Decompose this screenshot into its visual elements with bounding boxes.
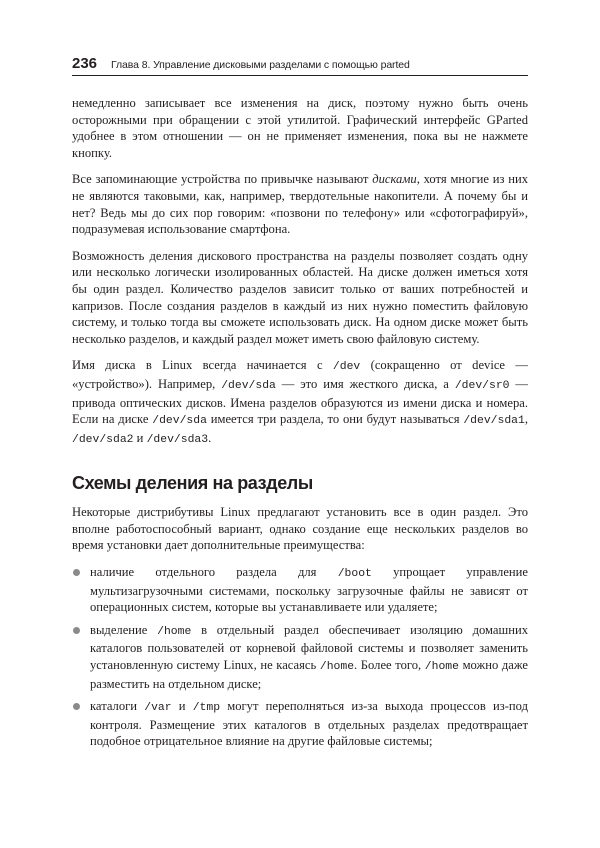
list-text: . Более того, <box>354 658 425 673</box>
paragraph-text: Имя диска в Linux всегда начинается с <box>72 358 333 373</box>
code-dev: /dev <box>332 361 361 374</box>
paragraph-partitions <box>72 248 528 348</box>
paragraph-text: . <box>208 430 212 445</box>
code-var: /var <box>144 702 172 715</box>
section-intro <box>72 504 528 554</box>
bullet-icon <box>73 627 80 634</box>
header-rule <box>72 75 528 76</box>
code-tmp: /tmp <box>192 702 221 715</box>
paragraph-text: Все запоминающие устройства по привычке называют <box>72 172 373 187</box>
bullet-icon <box>73 703 80 710</box>
list-item <box>72 564 528 616</box>
paragraph-text: , хотя многие из них не являются таковыми, как, например, твердотельные накопители. А почему бы и нет? Ведь мы до сих пор говорим: «позвони по телефону» или «сфотографируй», подразумевая использование смартфона. <box>72 172 528 237</box>
list-text: можно даже разместить на отдельном диске; <box>90 658 528 691</box>
code-home: /home <box>424 661 459 674</box>
list-text: выделение <box>90 622 158 637</box>
paragraph-text: Некоторые дистрибутивы Linux предлагают установить все в один раздел. Это вполне работоспособный вариант, однако создание еще нескольких разделов во время установки дает дополнительные преимущества: <box>72 505 528 553</box>
paragraph-text: , <box>524 412 528 427</box>
list-item <box>72 698 528 750</box>
paragraph-disks <box>72 171 528 237</box>
paragraph-text: имеется три раздела, то они будут называться <box>206 412 464 427</box>
code-dev-sr0: /dev/sr0 <box>454 379 510 392</box>
list-text: каталоги <box>90 699 145 714</box>
paragraph-text: Возможность деления дискового пространства на разделы позволяет создать одну или несколько логически изолированных областей. На диске должен иметься хотя бы один раздел. Количество разделов зависит только от ваших потребностей и капризов. После создания разделов в каждый из них нужно поместить файловую систему, и только тогда вы сможете использовать диск. На одном диске может быть несколько разделов, и каждый раздел может иметь свою файловую систему. <box>72 248 528 346</box>
code-dev-sda: /dev/sda <box>221 379 276 392</box>
emphasis-disks: дисками <box>372 172 417 187</box>
code-boot: /boot <box>337 568 372 581</box>
page-body <box>72 95 528 756</box>
list-text: упрощает управление мультизагрузочными системами, поскольку загрузочные файлы не зависят от операционных систем, которые вы устанавливаете или удаляете; <box>90 565 528 615</box>
code-dev-sda2: /dev/sda2 <box>72 433 134 446</box>
bullet-icon <box>73 569 80 576</box>
code-dev-sda3: /dev/sda3 <box>146 433 209 446</box>
code-home: /home <box>319 661 355 674</box>
paragraph-text: (сокращенно от device — «устройство»). Например, <box>72 358 528 391</box>
list-text: в отдельный раздел обеспечивает изоляцию домашних каталогов пользователей от корневой файловой системы и позволяет заменить установленную систему Linux, не касаясь <box>90 622 528 673</box>
section-heading: Схемы деления на разделы <box>72 473 313 494</box>
paragraph-device-names <box>72 357 528 448</box>
list-text: могут переполняться из-за выхода процессов из-под контроля. Размещение этих каталогов в отдельных разделах предотвращает подобное отрицательное влияние на другие файловые системы; <box>90 699 528 749</box>
code-dev-sda: /dev/sda <box>152 415 207 428</box>
list-text: и <box>171 699 193 714</box>
paragraph-gparted <box>72 95 528 161</box>
paragraph-text: и <box>133 430 147 445</box>
list-item <box>72 622 528 692</box>
page-header <box>72 52 528 72</box>
paragraph-text: немедленно записывает все изменения на диск, поэтому нужно быть очень осторожными при обращении с этой утилитой. Графический интерфейс GParted удобнее в этом отношении — он не применяет изменения, пока вы не нажмете кнопку. <box>72 96 528 160</box>
running-head: Глава 8. Управление дисковыми разделами с помощью parted <box>111 59 410 71</box>
page-number: 236 <box>72 55 98 72</box>
paragraph-text: — это имя жесткого диска, а <box>275 376 455 391</box>
code-dev-sda1: /dev/sda1 <box>463 415 525 428</box>
bullet-list <box>72 564 528 750</box>
code-home: /home <box>157 625 192 638</box>
list-text: наличие отдельного раздела для <box>90 565 338 580</box>
paragraph-text: — привода оптических дисков. Имена разделов образуются из имени диска и номера. Если на диске <box>72 376 528 427</box>
